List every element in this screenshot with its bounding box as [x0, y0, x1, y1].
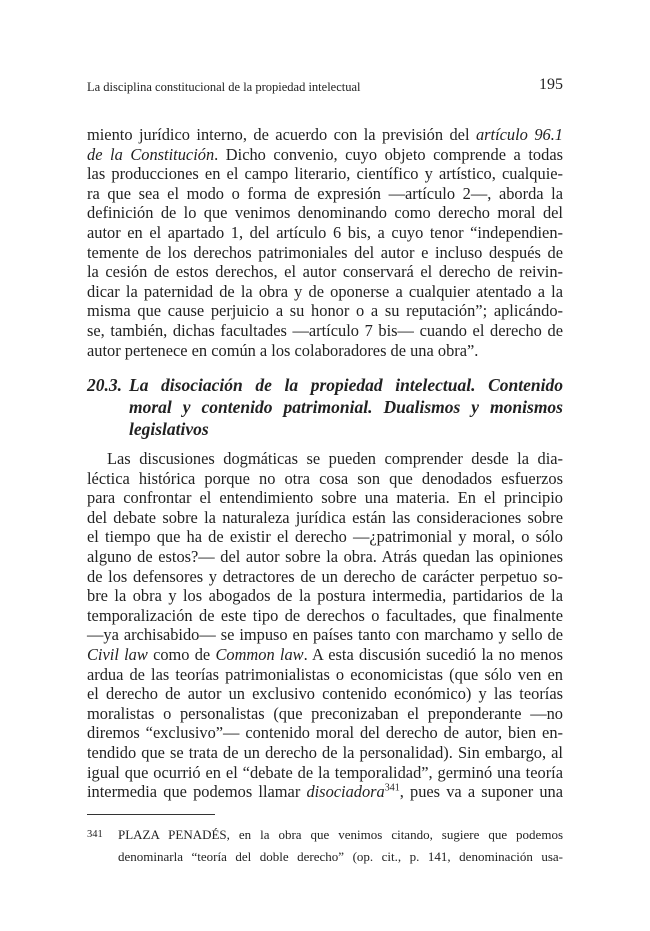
text-segment: definición de lo que venimos denominando como derecho moral del	[87, 203, 563, 223]
italic-text: disociadora	[306, 782, 385, 802]
footnote-divider	[87, 814, 215, 815]
text-segment: igual que ocurrió en el “debate de la temporalidad”, germinó una teoría	[87, 762, 563, 782]
paragraph-2	[87, 449, 563, 802]
text-line	[87, 449, 563, 469]
text-line	[87, 665, 563, 685]
text-line	[87, 586, 563, 606]
text-line	[87, 723, 563, 743]
text-segment: para confrontar el entendimiento sobre una materia. En el principio	[87, 488, 563, 508]
text-segment: autor pertenece en común a los colaboradores de una obra”.	[87, 340, 479, 360]
text-segment: las producciones en el campo literario, científico y artístico, cualquie-	[87, 164, 563, 184]
text-line	[87, 341, 563, 361]
text-line	[87, 321, 563, 341]
text-line	[87, 606, 563, 626]
text-line	[87, 625, 563, 645]
text-line	[87, 203, 563, 223]
text-segment: alguno de estos?— del autor sobre la obra. Atrás quedan las opiniones	[87, 546, 563, 566]
text-segment: ra que sea el modo o forma de expresión —artículo 2—, aborda la	[87, 183, 563, 203]
text-segment: el tiempo que ha de existir el derecho —¿patrimonial y moral, o sólo	[87, 527, 563, 547]
running-header	[87, 76, 563, 96]
text-segment: como de	[147, 644, 216, 664]
text-segment: moralistas o personalistas (que preconizaban el preponderante —no	[87, 703, 563, 723]
text-line	[87, 684, 563, 704]
heading-line: moral y contenido patrimonial. Dualismos y monismos	[129, 397, 563, 417]
text-segment: de los defensores y detractores de un derecho de carácter perpetuo so-	[87, 566, 563, 586]
text-line	[87, 782, 563, 802]
text-segment: misma que cause perjuicio a su honor o a su reputación”; aplicándo-	[87, 301, 563, 321]
text-line	[87, 469, 563, 489]
text-segment: diremos “exclusivo”— contenido moral del derecho de autor, bien en-	[87, 723, 563, 743]
text-line	[87, 164, 563, 184]
italic-text: Civil law	[87, 644, 148, 664]
text-segment: dicar la paternidad de la obra y de oponerse a cualquier atentado a la	[87, 281, 563, 301]
text-line	[87, 282, 563, 302]
text-segment: temporalización de este tipo de derechos o facultades, que finalmente	[87, 605, 563, 625]
heading-line: La disociación de la propiedad intelectual. Contenido	[129, 375, 563, 395]
text-line	[87, 743, 563, 763]
footnote-line: denominarla “teoría del doble derecho” (op. cit., p. 141, denominación usa-	[118, 849, 563, 864]
text-segment: el derecho de autor un exclusivo contenido económico) y las teorías	[87, 684, 563, 704]
footnote	[87, 824, 563, 868]
italic-text: de la Constitución	[87, 144, 215, 164]
section-number: 20.3.	[87, 375, 122, 395]
text-line	[87, 125, 563, 145]
text-line	[87, 145, 563, 165]
text-line	[87, 223, 563, 243]
footnote-reference: 341	[384, 782, 400, 794]
text-line	[87, 184, 563, 204]
text-segment: se, también, dichas facultades —artículo 7 bis— cuando el derecho de	[87, 320, 563, 340]
page-number: 195	[539, 76, 563, 93]
text-segment: autor en el apartado 1, del artículo 6 bis, a cuyo tenor “independien-	[87, 222, 563, 242]
text-line	[87, 243, 563, 263]
text-segment: miento jurídico interno, de acuerdo con la previsión del	[87, 125, 476, 144]
text-segment: tendido que se trata de un derecho de la personalidad). Sin embargo, al	[87, 742, 563, 762]
text-segment: . A esta discusión sucedió la no menos	[303, 644, 563, 664]
text-segment: . Dicho convenio, cuyo objeto comprende a todas	[214, 144, 563, 164]
text-line	[87, 567, 563, 587]
text-segment: Las discusiones dogmáticas se pueden comprender desde la dia-	[107, 449, 563, 468]
text-segment: del debate sobre la naturaleza jurídica están las consideraciones sobre	[87, 507, 563, 527]
text-line	[87, 527, 563, 547]
text-line	[87, 262, 563, 282]
text-segment: bre la obra y los abogados de la postura intermedia, partidarios de la	[87, 586, 563, 606]
text-line	[87, 547, 563, 567]
text-line	[87, 763, 563, 783]
text-segment: ardua de las teorías patrimonialistas o economicistas (que sólo ven en	[87, 664, 563, 684]
footnote-number: 341	[87, 829, 103, 840]
text-line	[87, 301, 563, 321]
heading-line: legislativos	[129, 419, 209, 439]
text-segment: la cesión de estos derechos, el autor conservará el derecho de reivin-	[87, 262, 563, 282]
running-title: La disciplina constitucional de la propiedad intelectual	[87, 80, 361, 94]
italic-text: artículo 96.1	[475, 125, 564, 144]
footnote-line: PLAZA PENADÉS, en la obra que venimos citando, sugiere que podemos	[118, 827, 563, 842]
section-heading	[87, 374, 563, 440]
text-segment: —ya archisabido— se impuso en países tanto con marchamo y sello de	[87, 625, 563, 645]
text-segment: , pues va a suponer una	[399, 782, 563, 802]
text-line	[87, 488, 563, 508]
text-line	[87, 508, 563, 528]
text-line	[87, 645, 563, 665]
text-line	[87, 704, 563, 724]
italic-text: Common law	[215, 644, 304, 664]
text-segment: léctica histórica porque no otra cosa son que denodados esfuerzos	[87, 468, 563, 488]
paragraph-1	[87, 125, 563, 360]
text-segment: temente de los derechos patrimoniales del autor e incluso después de	[87, 242, 563, 262]
text-segment: intermedia que podemos llamar	[87, 782, 307, 802]
